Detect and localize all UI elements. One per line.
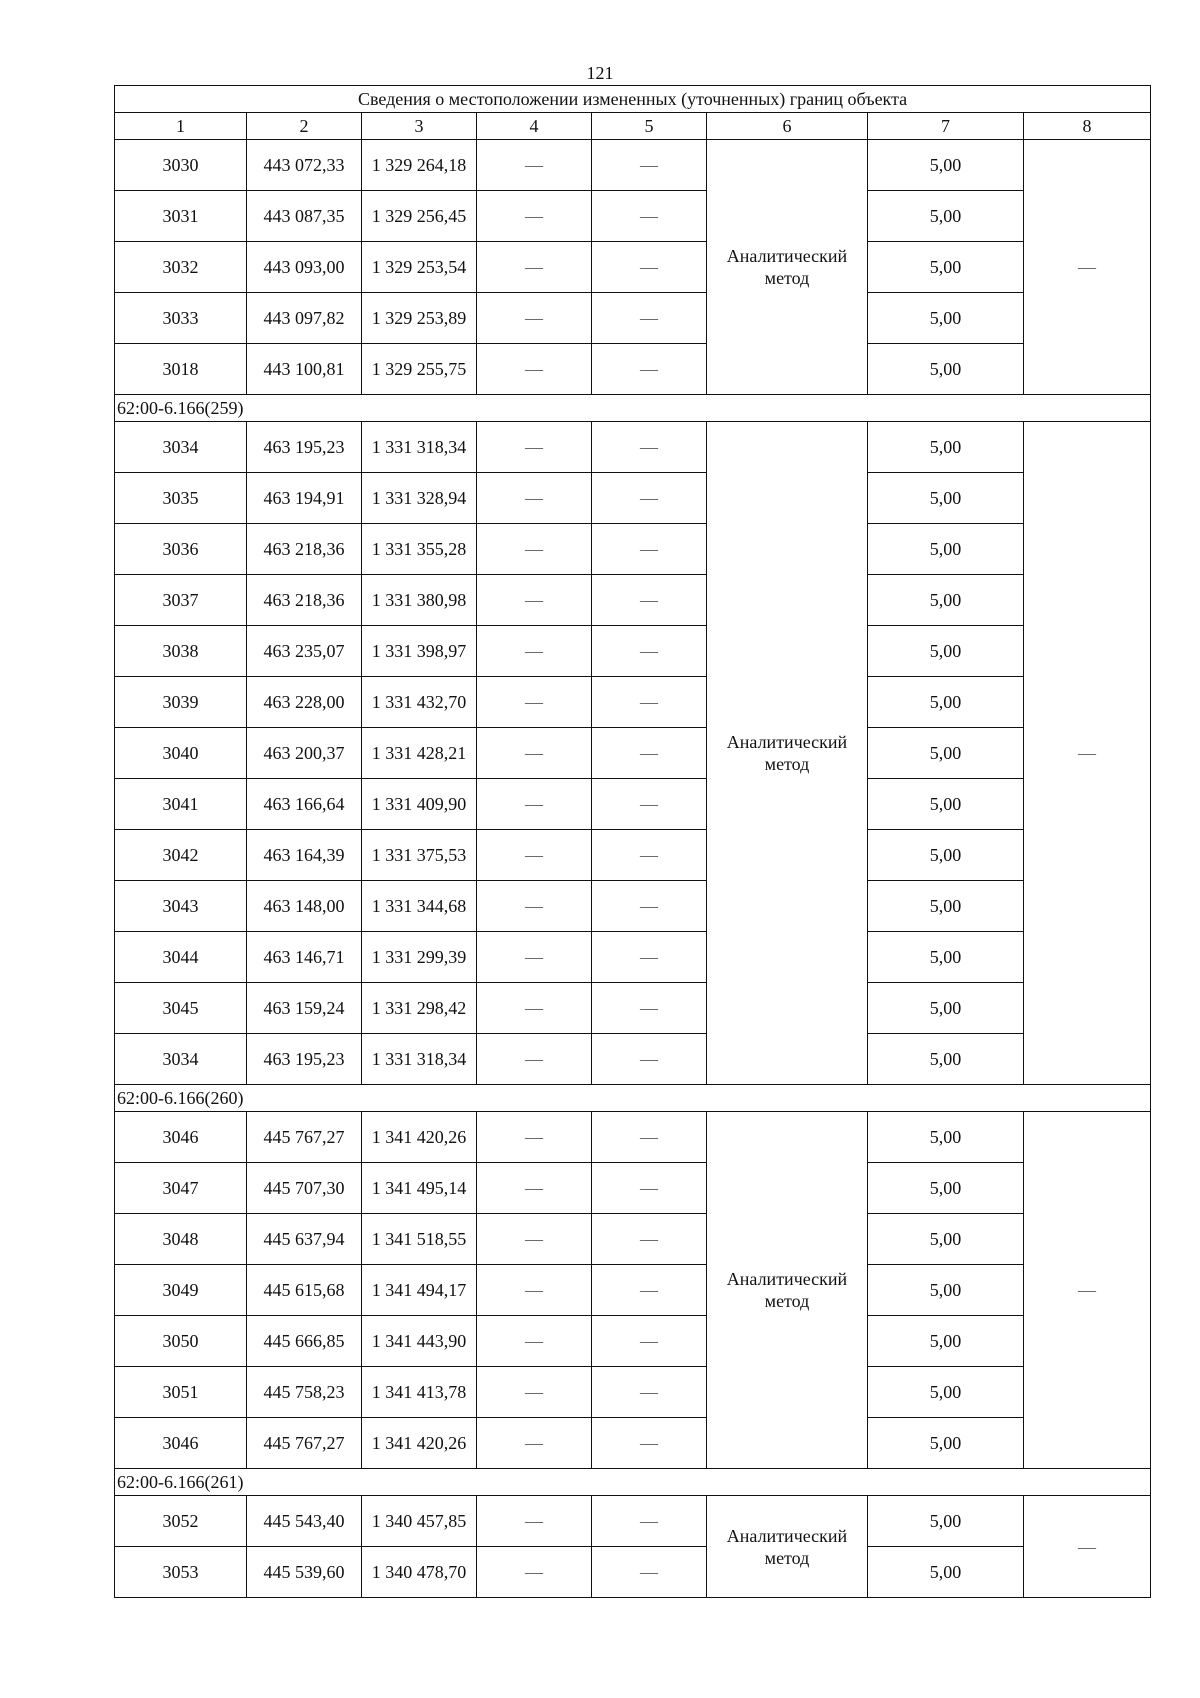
column-4-cell: — [477, 1214, 592, 1265]
column-4-cell: — [477, 1265, 592, 1316]
table-row [115, 1265, 1151, 1316]
point-number-cell: 3031 [115, 191, 247, 242]
table-row [115, 344, 1151, 395]
x-coordinate-cell: 445 767,27 [247, 1418, 362, 1469]
point-number-cell: 3042 [115, 830, 247, 881]
x-coordinate-cell: 445 615,68 [247, 1265, 362, 1316]
column-4-cell: — [477, 983, 592, 1034]
point-number-cell: 3040 [115, 728, 247, 779]
column-5-cell: — [592, 524, 707, 575]
column-5-cell: — [592, 779, 707, 830]
section-row [115, 395, 1151, 422]
point-number-cell: 3048 [115, 1214, 247, 1265]
table-row [115, 473, 1151, 524]
column-5-cell: — [592, 1367, 707, 1418]
coordinates-table [114, 85, 1151, 1598]
column-5-cell: — [592, 473, 707, 524]
point-number-cell: 3049 [115, 1265, 247, 1316]
column-5-cell: — [592, 1214, 707, 1265]
table-row [115, 1367, 1151, 1418]
point-number-cell: 3051 [115, 1367, 247, 1418]
column-header: 1 [115, 113, 247, 140]
point-number-cell: 3041 [115, 779, 247, 830]
y-coordinate-cell: 1 331 380,98 [362, 575, 477, 626]
accuracy-cell: 5,00 [868, 932, 1024, 983]
y-coordinate-cell: 1 329 253,89 [362, 293, 477, 344]
column-4-cell: — [477, 344, 592, 395]
accuracy-cell: 5,00 [868, 779, 1024, 830]
table-row [115, 140, 1151, 191]
section-label: 62:00-6.166(259) [115, 395, 1151, 422]
point-number-cell: 3034 [115, 1034, 247, 1085]
accuracy-cell: 5,00 [868, 1214, 1024, 1265]
y-coordinate-cell: 1 341 518,55 [362, 1214, 477, 1265]
column-4-cell: — [477, 242, 592, 293]
accuracy-cell: 5,00 [868, 1265, 1024, 1316]
table-row [115, 677, 1151, 728]
accuracy-cell: 5,00 [868, 422, 1024, 473]
page-number: 121 [586, 63, 614, 83]
accuracy-cell: 5,00 [868, 830, 1024, 881]
x-coordinate-cell: 463 166,64 [247, 779, 362, 830]
column-4-cell: — [477, 191, 592, 242]
column-header: 8 [1024, 113, 1151, 140]
column-5-cell: — [592, 1112, 707, 1163]
accuracy-cell: 5,00 [868, 983, 1024, 1034]
x-coordinate-cell: 463 228,00 [247, 677, 362, 728]
accuracy-cell: 5,00 [868, 293, 1024, 344]
column-5-cell: — [592, 830, 707, 881]
y-coordinate-cell: 1 340 478,70 [362, 1547, 477, 1598]
table-row [115, 1214, 1151, 1265]
point-number-cell: 3044 [115, 932, 247, 983]
y-coordinate-cell: 1 331 299,39 [362, 932, 477, 983]
x-coordinate-cell: 463 195,23 [247, 1034, 362, 1085]
table-title-row [115, 86, 1151, 113]
column-4-cell: — [477, 524, 592, 575]
y-coordinate-cell: 1 341 495,14 [362, 1163, 477, 1214]
x-coordinate-cell: 445 666,85 [247, 1316, 362, 1367]
column-5-cell: — [592, 1265, 707, 1316]
x-coordinate-cell: 445 758,23 [247, 1367, 362, 1418]
column-4-cell: — [477, 293, 592, 344]
x-coordinate-cell: 445 539,60 [247, 1547, 362, 1598]
column-5-cell: — [592, 983, 707, 1034]
accuracy-cell: 5,00 [868, 473, 1024, 524]
x-coordinate-cell: 463 194,91 [247, 473, 362, 524]
point-number-cell: 3047 [115, 1163, 247, 1214]
column-5-cell: — [592, 1034, 707, 1085]
accuracy-cell: 5,00 [868, 728, 1024, 779]
accuracy-cell: 5,00 [868, 1112, 1024, 1163]
x-coordinate-cell: 445 767,27 [247, 1112, 362, 1163]
accuracy-cell: 5,00 [868, 191, 1024, 242]
method-cell: Аналитический метод [707, 1112, 868, 1469]
column-8-cell: — [1024, 1496, 1151, 1598]
x-coordinate-cell: 445 543,40 [247, 1496, 362, 1547]
y-coordinate-cell: 1 331 328,94 [362, 473, 477, 524]
x-coordinate-cell: 463 235,07 [247, 626, 362, 677]
column-header: 4 [477, 113, 592, 140]
method-cell: Аналитический метод [707, 140, 868, 395]
y-coordinate-cell: 1 331 318,34 [362, 1034, 477, 1085]
column-8-cell: — [1024, 140, 1151, 395]
column-5-cell: — [592, 344, 707, 395]
column-4-cell: — [477, 677, 592, 728]
accuracy-cell: 5,00 [868, 1418, 1024, 1469]
table-row [115, 422, 1151, 473]
point-number-cell: 3018 [115, 344, 247, 395]
column-8-cell: — [1024, 1112, 1151, 1469]
column-5-cell: — [592, 881, 707, 932]
column-4-cell: — [477, 575, 592, 626]
column-5-cell: — [592, 932, 707, 983]
y-coordinate-cell: 1 341 420,26 [362, 1418, 477, 1469]
table-row [115, 191, 1151, 242]
y-coordinate-cell: 1 341 420,26 [362, 1112, 477, 1163]
x-coordinate-cell: 445 707,30 [247, 1163, 362, 1214]
y-coordinate-cell: 1 331 375,53 [362, 830, 477, 881]
y-coordinate-cell: 1 329 256,45 [362, 191, 477, 242]
table-row [115, 1112, 1151, 1163]
y-coordinate-cell: 1 331 355,28 [362, 524, 477, 575]
point-number-cell: 3030 [115, 140, 247, 191]
x-coordinate-cell: 443 072,33 [247, 140, 362, 191]
y-coordinate-cell: 1 341 443,90 [362, 1316, 477, 1367]
column-header-row [115, 113, 1151, 140]
column-5-cell: — [592, 140, 707, 191]
column-5-cell: — [592, 1316, 707, 1367]
y-coordinate-cell: 1 331 318,34 [362, 422, 477, 473]
table-row [115, 1418, 1151, 1469]
y-coordinate-cell: 1 331 398,97 [362, 626, 477, 677]
column-4-cell: — [477, 728, 592, 779]
table-row [115, 1547, 1151, 1598]
accuracy-cell: 5,00 [868, 344, 1024, 395]
point-number-cell: 3036 [115, 524, 247, 575]
x-coordinate-cell: 463 146,71 [247, 932, 362, 983]
table-row [115, 1163, 1151, 1214]
column-5-cell: — [592, 293, 707, 344]
y-coordinate-cell: 1 331 432,70 [362, 677, 477, 728]
table-row [115, 830, 1151, 881]
column-5-cell: — [592, 191, 707, 242]
table-row [115, 1316, 1151, 1367]
y-coordinate-cell: 1 340 457,85 [362, 1496, 477, 1547]
y-coordinate-cell: 1 329 264,18 [362, 140, 477, 191]
column-header: 2 [247, 113, 362, 140]
column-5-cell: — [592, 626, 707, 677]
accuracy-cell: 5,00 [868, 1367, 1024, 1418]
x-coordinate-cell: 463 218,36 [247, 575, 362, 626]
accuracy-cell: 5,00 [868, 881, 1024, 932]
table-row [115, 932, 1151, 983]
column-header: 6 [707, 113, 868, 140]
column-4-cell: — [477, 1112, 592, 1163]
table-row [115, 1496, 1151, 1547]
accuracy-cell: 5,00 [868, 575, 1024, 626]
y-coordinate-cell: 1 331 298,42 [362, 983, 477, 1034]
section-row [115, 1469, 1151, 1496]
column-4-cell: — [477, 422, 592, 473]
accuracy-cell: 5,00 [868, 242, 1024, 293]
table-row [115, 1034, 1151, 1085]
x-coordinate-cell: 443 093,00 [247, 242, 362, 293]
column-4-cell: — [477, 1034, 592, 1085]
column-4-cell: — [477, 1367, 592, 1418]
point-number-cell: 3034 [115, 422, 247, 473]
table-row [115, 524, 1151, 575]
column-4-cell: — [477, 779, 592, 830]
y-coordinate-cell: 1 331 344,68 [362, 881, 477, 932]
point-number-cell: 3043 [115, 881, 247, 932]
accuracy-cell: 5,00 [868, 1316, 1024, 1367]
x-coordinate-cell: 443 087,35 [247, 191, 362, 242]
x-coordinate-cell: 463 200,37 [247, 728, 362, 779]
point-number-cell: 3050 [115, 1316, 247, 1367]
x-coordinate-cell: 445 637,94 [247, 1214, 362, 1265]
column-4-cell: — [477, 881, 592, 932]
column-5-cell: — [592, 1163, 707, 1214]
y-coordinate-cell: 1 329 253,54 [362, 242, 477, 293]
column-4-cell: — [477, 140, 592, 191]
accuracy-cell: 5,00 [868, 524, 1024, 575]
column-8-cell: — [1024, 422, 1151, 1085]
column-4-cell: — [477, 1418, 592, 1469]
column-4-cell: — [477, 1496, 592, 1547]
x-coordinate-cell: 463 218,36 [247, 524, 362, 575]
y-coordinate-cell: 1 331 428,21 [362, 728, 477, 779]
table-row [115, 779, 1151, 830]
y-coordinate-cell: 1 341 413,78 [362, 1367, 477, 1418]
point-number-cell: 3037 [115, 575, 247, 626]
table-row [115, 293, 1151, 344]
table-row [115, 728, 1151, 779]
x-coordinate-cell: 463 195,23 [247, 422, 362, 473]
column-4-cell: — [477, 1316, 592, 1367]
y-coordinate-cell: 1 341 494,17 [362, 1265, 477, 1316]
section-label: 62:00-6.166(260) [115, 1085, 1151, 1112]
point-number-cell: 3033 [115, 293, 247, 344]
column-4-cell: — [477, 1547, 592, 1598]
point-number-cell: 3039 [115, 677, 247, 728]
table-row [115, 881, 1151, 932]
table-row [115, 242, 1151, 293]
accuracy-cell: 5,00 [868, 626, 1024, 677]
column-5-cell: — [592, 1547, 707, 1598]
table-row [115, 575, 1151, 626]
accuracy-cell: 5,00 [868, 1496, 1024, 1547]
column-header: 3 [362, 113, 477, 140]
column-5-cell: — [592, 1418, 707, 1469]
column-header: 7 [868, 113, 1024, 140]
column-5-cell: — [592, 422, 707, 473]
point-number-cell: 3032 [115, 242, 247, 293]
section-row [115, 1085, 1151, 1112]
point-number-cell: 3052 [115, 1496, 247, 1547]
column-4-cell: — [477, 1163, 592, 1214]
section-label: 62:00-6.166(261) [115, 1469, 1151, 1496]
table-row [115, 626, 1151, 677]
column-5-cell: — [592, 728, 707, 779]
y-coordinate-cell: 1 331 409,90 [362, 779, 477, 830]
column-5-cell: — [592, 242, 707, 293]
x-coordinate-cell: 463 164,39 [247, 830, 362, 881]
point-number-cell: 3045 [115, 983, 247, 1034]
x-coordinate-cell: 443 097,82 [247, 293, 362, 344]
point-number-cell: 3053 [115, 1547, 247, 1598]
accuracy-cell: 5,00 [868, 140, 1024, 191]
column-4-cell: — [477, 830, 592, 881]
accuracy-cell: 5,00 [868, 1034, 1024, 1085]
column-4-cell: — [477, 932, 592, 983]
table-row [115, 983, 1151, 1034]
point-number-cell: 3035 [115, 473, 247, 524]
method-cell: Аналитический метод [707, 422, 868, 1085]
point-number-cell: 3038 [115, 626, 247, 677]
column-header: 5 [592, 113, 707, 140]
accuracy-cell: 5,00 [868, 677, 1024, 728]
column-5-cell: — [592, 1496, 707, 1547]
x-coordinate-cell: 463 148,00 [247, 881, 362, 932]
table-title: Сведения о местоположении измененных (уточненных) границ объекта [115, 86, 1151, 113]
point-number-cell: 3046 [115, 1418, 247, 1469]
column-4-cell: — [477, 626, 592, 677]
method-cell: Аналитический метод [707, 1496, 868, 1598]
column-5-cell: — [592, 677, 707, 728]
column-4-cell: — [477, 473, 592, 524]
point-number-cell: 3046 [115, 1112, 247, 1163]
accuracy-cell: 5,00 [868, 1163, 1024, 1214]
x-coordinate-cell: 463 159,24 [247, 983, 362, 1034]
y-coordinate-cell: 1 329 255,75 [362, 344, 477, 395]
x-coordinate-cell: 443 100,81 [247, 344, 362, 395]
accuracy-cell: 5,00 [868, 1547, 1024, 1598]
column-5-cell: — [592, 575, 707, 626]
